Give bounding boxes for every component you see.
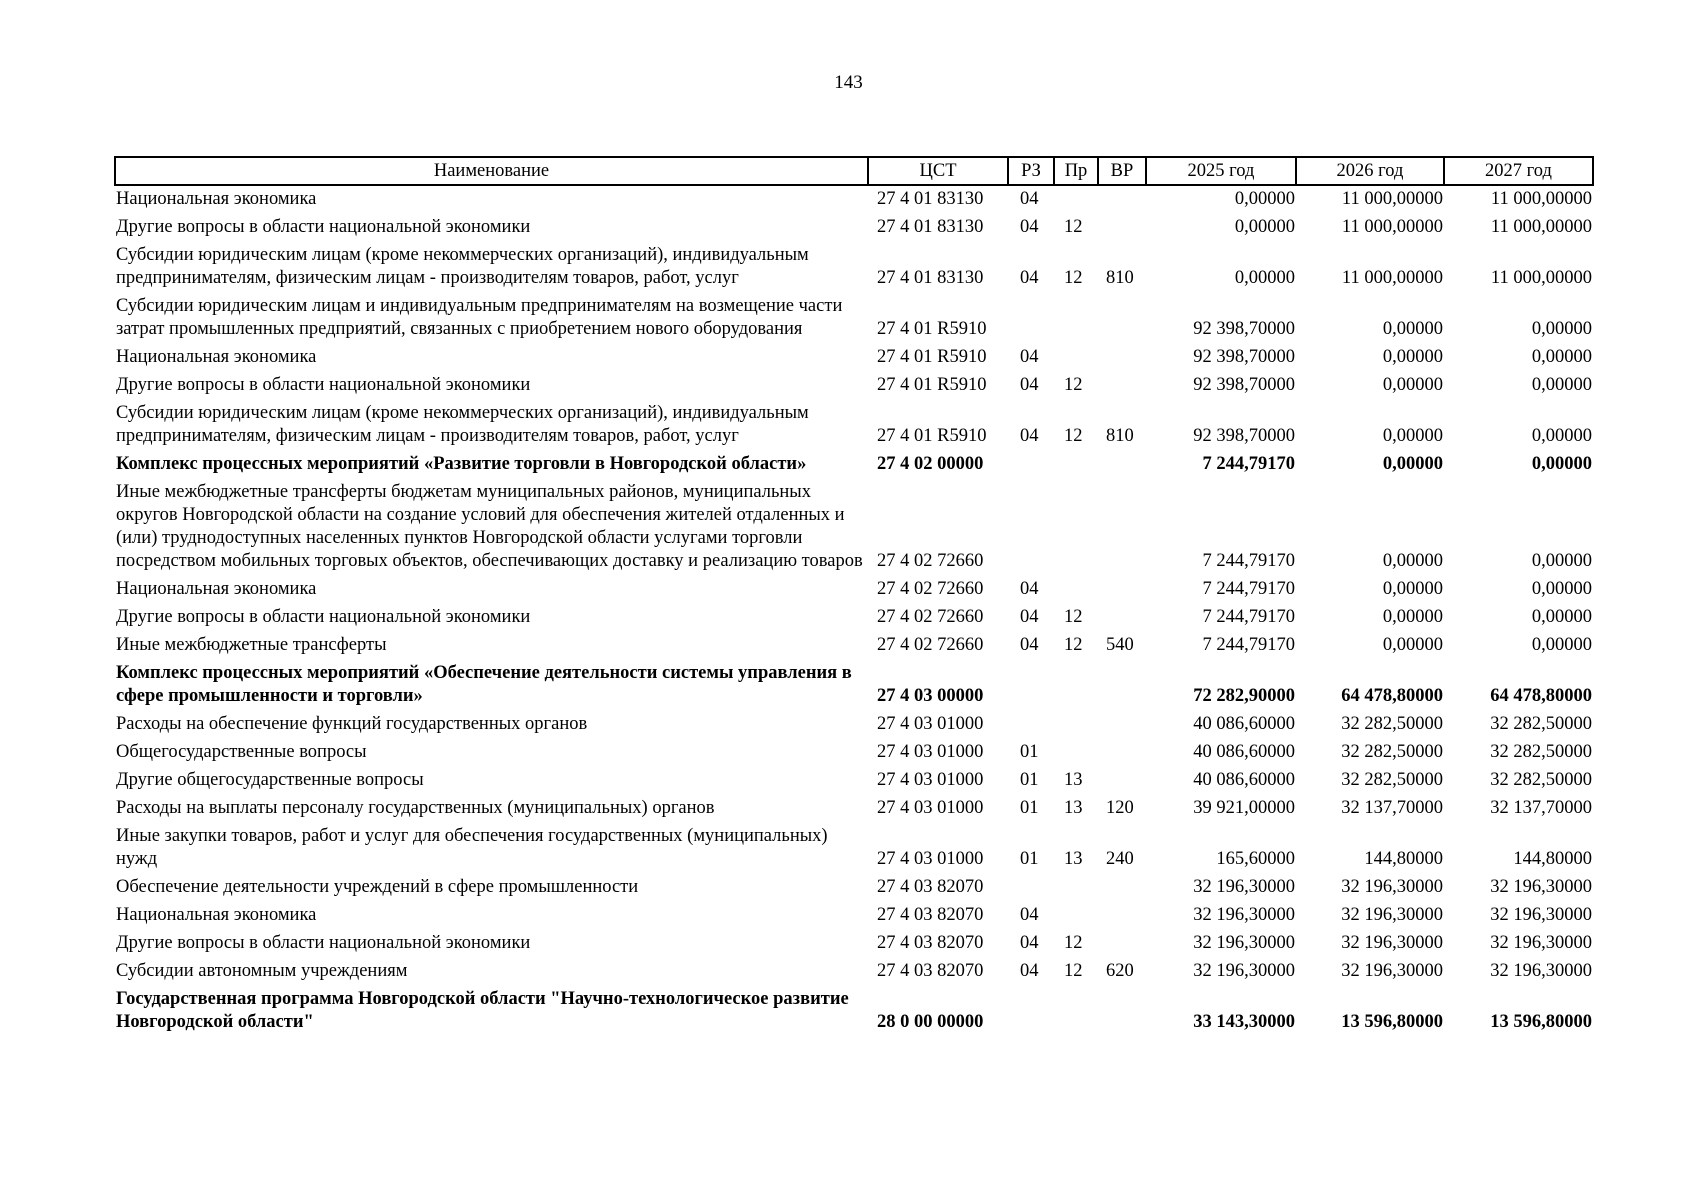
cell-name: Комплекс процессных мероприятий «Обеспечение деятельности системы управления в сфере промышленности и торговли» xyxy=(116,663,852,706)
cell-y2026: 32 282,50000 xyxy=(1341,714,1443,734)
cell-vr xyxy=(1098,451,1146,479)
cell-name: Государственная программа Новгородской области "Научно-технологическое развитие Новгородской области" xyxy=(116,989,849,1032)
table-row xyxy=(115,576,1593,604)
cell-rz: 04 xyxy=(1020,375,1039,395)
cell-y2025: 92 398,70000 xyxy=(1193,426,1295,446)
cell-cst: 27 4 03 00000 xyxy=(877,686,984,706)
cell-y2026: 0,00000 xyxy=(1382,319,1443,339)
cell-vr: 810 xyxy=(1106,268,1134,288)
cell-y2027: 11 000,00000 xyxy=(1490,268,1592,288)
cell-cst: 27 4 01 R5910 xyxy=(877,347,987,367)
cell-y2025: 7 244,79170 xyxy=(1202,454,1295,474)
cell-rz xyxy=(1008,874,1054,902)
cell-name: Комплекс процессных мероприятий «Развитие торговли в Новгородской области» xyxy=(116,454,807,474)
cell-y2027: 32 282,50000 xyxy=(1490,770,1592,790)
cell-rz: 04 xyxy=(1020,961,1039,981)
cell-vr: 620 xyxy=(1106,961,1134,981)
cell-y2025: 32 196,30000 xyxy=(1193,877,1295,897)
budget-table xyxy=(114,156,1594,1037)
cell-rz: 04 xyxy=(1020,579,1039,599)
cell-pr xyxy=(1054,451,1098,479)
header-2026: 2026 год xyxy=(1296,157,1444,185)
table-row xyxy=(115,902,1593,930)
cell-y2027: 0,00000 xyxy=(1531,551,1592,571)
cell-rz: 04 xyxy=(1020,189,1039,209)
cell-cst: 27 4 02 72660 xyxy=(877,635,984,655)
cell-y2025: 7 244,79170 xyxy=(1202,607,1295,627)
table-row xyxy=(115,767,1593,795)
cell-rz: 04 xyxy=(1020,607,1039,627)
cell-rz xyxy=(1008,451,1054,479)
table-row xyxy=(115,185,1593,214)
cell-vr xyxy=(1098,767,1146,795)
cell-vr: 240 xyxy=(1106,849,1134,869)
cell-rz: 01 xyxy=(1020,798,1039,818)
cell-y2026: 0,00000 xyxy=(1382,551,1443,571)
cell-pr: 12 xyxy=(1064,375,1083,395)
cell-y2025: 40 086,60000 xyxy=(1193,770,1295,790)
cell-y2027: 32 282,50000 xyxy=(1490,742,1592,762)
cell-y2026: 0,00000 xyxy=(1382,375,1443,395)
cell-pr xyxy=(1054,293,1098,344)
cell-y2027: 0,00000 xyxy=(1531,375,1592,395)
header-cst: ЦСТ xyxy=(868,157,1008,185)
cell-y2027: 32 196,30000 xyxy=(1490,877,1592,897)
cell-y2026: 11 000,00000 xyxy=(1341,217,1443,237)
cell-name: Национальная экономика xyxy=(116,579,317,599)
cell-cst: 27 4 03 82070 xyxy=(877,933,984,953)
cell-pr: 12 xyxy=(1064,933,1083,953)
table-row xyxy=(115,874,1593,902)
cell-y2026: 0,00000 xyxy=(1382,635,1443,655)
table-row xyxy=(115,604,1593,632)
cell-y2025: 40 086,60000 xyxy=(1193,742,1295,762)
cell-rz: 01 xyxy=(1020,849,1039,869)
cell-rz xyxy=(1008,293,1054,344)
cell-y2026: 13 596,80000 xyxy=(1341,1012,1443,1032)
cell-name: Национальная экономика xyxy=(116,905,317,925)
cell-cst: 27 4 01 R5910 xyxy=(877,319,987,339)
cell-y2027: 144,80000 xyxy=(1513,849,1592,869)
cell-y2027: 0,00000 xyxy=(1531,579,1592,599)
cell-pr xyxy=(1054,185,1098,214)
table-row xyxy=(115,344,1593,372)
cell-y2026: 11 000,00000 xyxy=(1341,189,1443,209)
cell-cst: 27 4 03 01000 xyxy=(877,849,984,869)
cell-y2025: 39 921,00000 xyxy=(1193,798,1295,818)
table-row xyxy=(115,823,1593,874)
cell-y2025: 0,00000 xyxy=(1234,217,1295,237)
cell-pr: 12 xyxy=(1064,217,1083,237)
cell-y2026: 32 282,50000 xyxy=(1341,742,1443,762)
cell-cst: 27 4 01 83130 xyxy=(877,268,984,288)
cell-cst: 28 0 00 00000 xyxy=(877,1012,984,1032)
cell-rz: 04 xyxy=(1020,635,1039,655)
cell-name: Иные межбюджетные трансферты xyxy=(116,635,387,655)
table-row xyxy=(115,632,1593,660)
cell-rz: 04 xyxy=(1020,347,1039,367)
table-row xyxy=(115,711,1593,739)
cell-y2025: 0,00000 xyxy=(1234,268,1295,288)
cell-y2025: 32 196,30000 xyxy=(1193,933,1295,953)
header-2025: 2025 год xyxy=(1146,157,1296,185)
cell-name: Расходы на обеспечение функций государственных органов xyxy=(116,714,588,734)
cell-vr xyxy=(1098,185,1146,214)
table-row xyxy=(115,293,1593,344)
cell-name: Иные межбюджетные трансферты бюджетам муниципальных районов, муниципальных округов Новгородской области на создание условий для обеспечения жителей отдаленных и (или) труднодоступных населенных пунктов Новгородской области услугами торговли посредством мобильных торговых объектов, обеспечивающих доставку и реализацию товаров xyxy=(116,482,863,571)
cell-vr xyxy=(1098,902,1146,930)
cell-pr xyxy=(1054,576,1098,604)
header-2027: 2027 год xyxy=(1444,157,1593,185)
cell-name: Субсидии юридическим лицам и индивидуальным предпринимателям на возмещение части затрат промышленных предприятий, связанных с приобретением нового оборудования xyxy=(116,296,843,339)
cell-vr: 540 xyxy=(1106,635,1134,655)
cell-vr xyxy=(1098,479,1146,576)
cell-name: Расходы на выплаты персоналу государственных (муниципальных) органов xyxy=(116,798,715,818)
header-pr: Пр xyxy=(1054,157,1098,185)
cell-rz: 04 xyxy=(1020,933,1039,953)
cell-vr xyxy=(1098,372,1146,400)
cell-cst: 27 4 01 R5910 xyxy=(877,426,987,446)
cell-cst: 27 4 01 83130 xyxy=(877,217,984,237)
cell-y2026: 0,00000 xyxy=(1382,607,1443,627)
cell-pr xyxy=(1054,986,1098,1037)
cell-vr xyxy=(1098,604,1146,632)
cell-name: Субсидии автономным учреждениям xyxy=(116,961,408,981)
cell-pr: 13 xyxy=(1064,798,1083,818)
cell-y2025: 7 244,79170 xyxy=(1202,579,1295,599)
cell-rz: 04 xyxy=(1020,905,1039,925)
cell-pr: 12 xyxy=(1064,426,1083,446)
cell-y2027: 0,00000 xyxy=(1531,426,1592,446)
table-row xyxy=(115,451,1593,479)
cell-name: Другие общегосударственные вопросы xyxy=(116,770,424,790)
cell-y2027: 32 196,30000 xyxy=(1490,961,1592,981)
cell-y2026: 32 196,30000 xyxy=(1341,877,1443,897)
cell-y2025: 92 398,70000 xyxy=(1193,347,1295,367)
cell-vr xyxy=(1098,660,1146,711)
cell-y2027: 32 282,50000 xyxy=(1490,714,1592,734)
cell-y2027: 0,00000 xyxy=(1531,454,1592,474)
cell-y2026: 64 478,80000 xyxy=(1341,686,1443,706)
cell-pr: 12 xyxy=(1064,961,1083,981)
cell-rz: 04 xyxy=(1020,268,1039,288)
cell-y2026: 32 196,30000 xyxy=(1341,933,1443,953)
cell-vr: 810 xyxy=(1106,426,1134,446)
header-rz: РЗ xyxy=(1008,157,1054,185)
cell-pr: 13 xyxy=(1064,849,1083,869)
cell-pr xyxy=(1054,660,1098,711)
cell-rz: 01 xyxy=(1020,742,1039,762)
cell-y2027: 32 196,30000 xyxy=(1490,905,1592,925)
cell-name: Иные закупки товаров, работ и услуг для обеспечения государственных (муниципальных) нужд xyxy=(116,826,828,869)
cell-y2026: 0,00000 xyxy=(1382,454,1443,474)
cell-vr xyxy=(1098,293,1146,344)
cell-y2027: 0,00000 xyxy=(1531,347,1592,367)
cell-name: Обеспечение деятельности учреждений в сфере промышленности xyxy=(116,877,639,897)
table-row xyxy=(115,930,1593,958)
table-row xyxy=(115,242,1593,293)
cell-y2026: 11 000,00000 xyxy=(1341,268,1443,288)
cell-y2025: 92 398,70000 xyxy=(1193,319,1295,339)
cell-name: Другие вопросы в области национальной экономики xyxy=(116,933,531,953)
cell-cst: 27 4 03 01000 xyxy=(877,714,984,734)
table-header-row xyxy=(115,157,1593,185)
cell-rz xyxy=(1008,986,1054,1037)
cell-y2026: 144,80000 xyxy=(1364,849,1443,869)
cell-y2027: 32 137,70000 xyxy=(1490,798,1592,818)
cell-pr xyxy=(1054,902,1098,930)
cell-vr xyxy=(1098,214,1146,242)
cell-y2025: 72 282,90000 xyxy=(1193,686,1295,706)
cell-y2027: 0,00000 xyxy=(1531,319,1592,339)
table-row xyxy=(115,660,1593,711)
cell-vr xyxy=(1098,576,1146,604)
cell-y2026: 32 282,50000 xyxy=(1341,770,1443,790)
cell-y2027: 13 596,80000 xyxy=(1490,1012,1592,1032)
cell-y2026: 0,00000 xyxy=(1382,426,1443,446)
cell-vr: 120 xyxy=(1106,798,1134,818)
cell-vr xyxy=(1098,874,1146,902)
cell-y2026: 0,00000 xyxy=(1382,579,1443,599)
cell-y2025: 32 196,30000 xyxy=(1193,905,1295,925)
table-row xyxy=(115,479,1593,576)
cell-pr: 12 xyxy=(1064,607,1083,627)
cell-rz xyxy=(1008,660,1054,711)
cell-y2025: 92 398,70000 xyxy=(1193,375,1295,395)
cell-cst: 27 4 03 01000 xyxy=(877,742,984,762)
cell-y2025: 40 086,60000 xyxy=(1193,714,1295,734)
cell-vr xyxy=(1098,711,1146,739)
cell-vr xyxy=(1098,930,1146,958)
cell-cst: 27 4 03 82070 xyxy=(877,961,984,981)
table-row xyxy=(115,986,1593,1037)
cell-y2026: 32 196,30000 xyxy=(1341,905,1443,925)
table-row xyxy=(115,372,1593,400)
cell-name: Субсидии юридическим лицам (кроме некоммерческих организаций), индивидуальным предпринимателям, физическим лицам - производителям товаров, работ, услуг xyxy=(116,245,809,288)
cell-cst: 27 4 02 00000 xyxy=(877,454,984,474)
cell-pr xyxy=(1054,711,1098,739)
cell-rz: 04 xyxy=(1020,217,1039,237)
cell-vr xyxy=(1098,739,1146,767)
cell-y2026: 32 196,30000 xyxy=(1341,961,1443,981)
table-row xyxy=(115,958,1593,986)
cell-pr xyxy=(1054,874,1098,902)
cell-cst: 27 4 01 83130 xyxy=(877,189,984,209)
cell-rz: 04 xyxy=(1020,426,1039,446)
cell-pr: 12 xyxy=(1064,268,1083,288)
cell-cst: 27 4 01 R5910 xyxy=(877,375,987,395)
cell-cst: 27 4 03 82070 xyxy=(877,877,984,897)
cell-cst: 27 4 02 72660 xyxy=(877,579,984,599)
cell-name: Субсидии юридическим лицам (кроме некоммерческих организаций), индивидуальным предпринимателям, физическим лицам - производителям товаров, работ, услуг xyxy=(116,403,809,446)
cell-y2025: 7 244,79170 xyxy=(1202,635,1295,655)
cell-cst: 27 4 02 72660 xyxy=(877,607,984,627)
table-row xyxy=(115,795,1593,823)
cell-y2027: 0,00000 xyxy=(1531,607,1592,627)
cell-pr xyxy=(1054,479,1098,576)
cell-y2025: 33 143,30000 xyxy=(1193,1012,1295,1032)
header-name: Наименование xyxy=(115,157,868,185)
cell-vr xyxy=(1098,344,1146,372)
header-vr: ВР xyxy=(1098,157,1146,185)
cell-y2026: 32 137,70000 xyxy=(1341,798,1443,818)
cell-name: Другие вопросы в области национальной экономики xyxy=(116,217,531,237)
cell-pr xyxy=(1054,739,1098,767)
cell-pr xyxy=(1054,344,1098,372)
cell-rz: 01 xyxy=(1020,770,1039,790)
cell-y2027: 64 478,80000 xyxy=(1490,686,1592,706)
cell-cst: 27 4 03 01000 xyxy=(877,770,984,790)
page-number: 143 xyxy=(834,72,863,93)
cell-y2025: 32 196,30000 xyxy=(1193,961,1295,981)
table-row xyxy=(115,400,1593,451)
cell-rz xyxy=(1008,479,1054,576)
table-row xyxy=(115,739,1593,767)
cell-name: Другие вопросы в области национальной экономики xyxy=(116,375,531,395)
cell-cst: 27 4 03 82070 xyxy=(877,905,984,925)
cell-name: Национальная экономика xyxy=(116,189,317,209)
cell-y2025: 7 244,79170 xyxy=(1202,551,1295,571)
cell-pr: 13 xyxy=(1064,770,1083,790)
table-body xyxy=(115,185,1593,1037)
cell-y2026: 0,00000 xyxy=(1382,347,1443,367)
cell-y2027: 0,00000 xyxy=(1531,635,1592,655)
cell-cst: 27 4 03 01000 xyxy=(877,798,984,818)
cell-y2027: 11 000,00000 xyxy=(1490,189,1592,209)
table-row xyxy=(115,214,1593,242)
cell-pr: 12 xyxy=(1064,635,1083,655)
cell-vr xyxy=(1098,986,1146,1037)
cell-y2027: 32 196,30000 xyxy=(1490,933,1592,953)
cell-name: Общегосударственные вопросы xyxy=(116,742,367,762)
cell-y2025: 0,00000 xyxy=(1234,189,1295,209)
cell-rz xyxy=(1008,711,1054,739)
cell-name: Национальная экономика xyxy=(116,347,317,367)
cell-name: Другие вопросы в области национальной экономики xyxy=(116,607,531,627)
cell-y2025: 165,60000 xyxy=(1216,849,1295,869)
cell-cst: 27 4 02 72660 xyxy=(877,551,984,571)
cell-y2027: 11 000,00000 xyxy=(1490,217,1592,237)
